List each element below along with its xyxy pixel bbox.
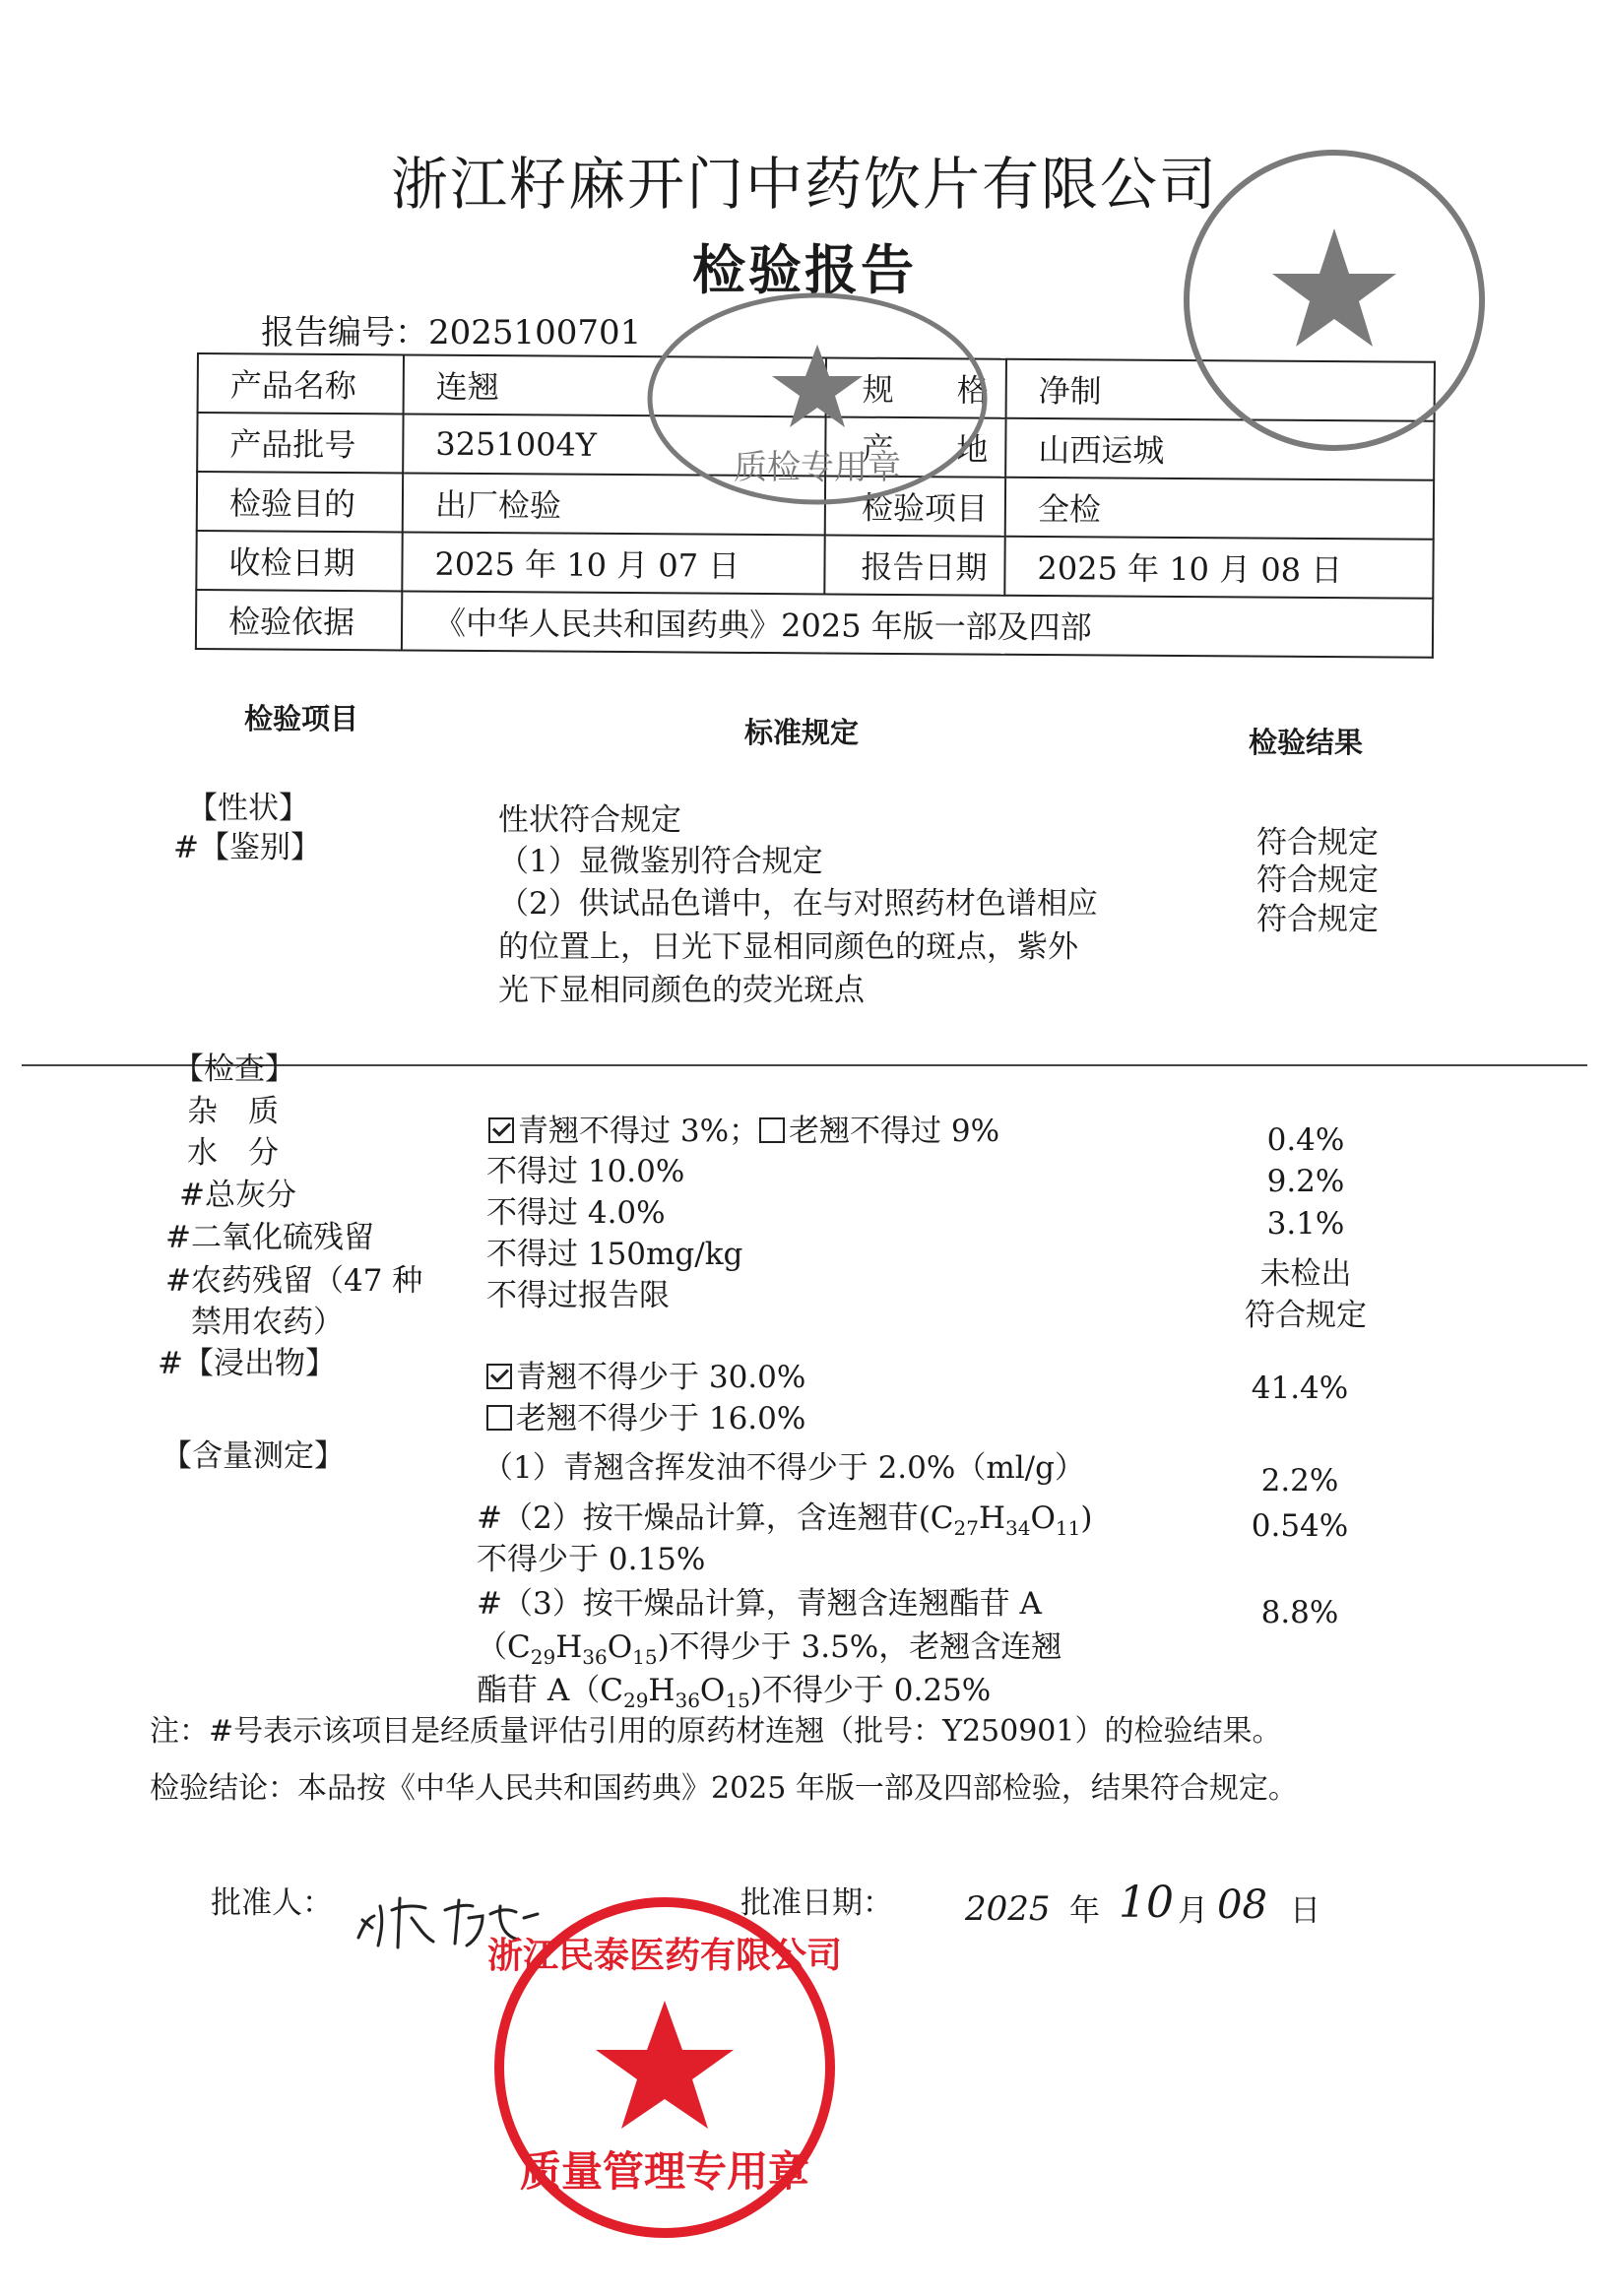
- header-standard: 标准规定: [744, 716, 860, 749]
- section-extract-title: #【浸出物】: [158, 1346, 336, 1381]
- std-assay-3c-pre: 酯苷 A（C: [477, 1673, 623, 1708]
- result-pesticide: 符合规定: [1245, 1298, 1367, 1333]
- unchecked-box-icon: [759, 1117, 785, 1143]
- items-label: 检验项目: [825, 476, 1005, 536]
- approve-date-label: 批准日期：: [740, 1885, 893, 1921]
- seal-main-text: 浙江民泰医药有限公司: [487, 1936, 842, 1976]
- std-extract-old-text: 老翘不得少于 16.0%: [516, 1401, 806, 1436]
- item-impurity: 杂 质: [187, 1094, 279, 1129]
- std-so2: 不得过 150mg/kg: [486, 1237, 743, 1272]
- basis-value: 《中华人民共和国药典》2025 年版一部及四部: [402, 591, 1433, 657]
- std-extract-green-text: 青翘不得少于 30.0%: [516, 1360, 806, 1395]
- std-impurity: [488, 1111, 999, 1152]
- approver-label: 批准人：: [211, 1885, 333, 1921]
- report-date-value: 2025 年 10 月 08 日: [1004, 537, 1433, 599]
- purpose-value: 出厂检验: [403, 473, 825, 535]
- std-impurity-green: 青翘不得过 3%；: [518, 1114, 760, 1149]
- result-moisture: 9.2%: [1266, 1164, 1345, 1199]
- spec-value: 净制: [1006, 359, 1435, 421]
- checked-box-icon: [488, 1117, 514, 1143]
- approve-day: 08: [1217, 1882, 1267, 1928]
- result-assay-3: 8.8%: [1260, 1595, 1339, 1630]
- report-number-label: 报告编号：: [261, 313, 428, 352]
- company-seal: [1172, 138, 1497, 467]
- std-assay-1: （1）青翘含挥发油不得少于 2.0%（ml/g）: [483, 1450, 1085, 1486]
- result-assay-1: 2.2%: [1260, 1463, 1339, 1499]
- result-ident-2: 符合规定: [1256, 902, 1379, 937]
- result-appearance: 符合规定: [1256, 825, 1379, 861]
- formula-sub: 15: [725, 1689, 750, 1713]
- item-so2: #二氧化硫残留: [165, 1220, 374, 1255]
- result-assay-2: 0.54%: [1251, 1508, 1349, 1544]
- spec-label: 规 格: [826, 357, 1006, 417]
- result-extract: 41.4%: [1251, 1371, 1349, 1406]
- item-pesticide-b: 禁用农药）: [191, 1305, 344, 1340]
- report-number: [261, 305, 641, 353]
- formula-sub: 29: [530, 1645, 556, 1670]
- origin-value: 山西运城: [1005, 418, 1434, 480]
- day-unit: 日: [1290, 1893, 1320, 1929]
- formula-sub: 34: [1005, 1516, 1031, 1541]
- item-moisture: 水 分: [187, 1135, 279, 1171]
- std-ash: 不得过 4.0%: [486, 1195, 666, 1231]
- std-extract-old: [486, 1398, 805, 1439]
- inspection-stamp: [640, 286, 995, 516]
- std-assay-2-tail: 不得少于 0.15%: [477, 1542, 706, 1577]
- purpose-label: 检验目的: [197, 472, 403, 532]
- std-assay-3b-post: )不得少于 3.5%，老翘含连翘: [657, 1629, 1062, 1665]
- note: 注：#号表示该项目是经质量评估引用的原药材连翘（批号：Y250901）的检验结果。: [150, 1714, 1282, 1749]
- std-assay-3b: $(C_{29}H_{36}O_{15})$不得少于 3.5%，老翘含连翘: [477, 1629, 1062, 1670]
- result-so2: 未检出: [1259, 1256, 1352, 1292]
- std-impurity-old: 老翘不得过 9%: [789, 1114, 1000, 1149]
- item-pesticide-a: #农药残留（47 种: [165, 1263, 423, 1299]
- std-assay-3a: #（3）按干燥品计算，青翘含连翘酯苷 A: [477, 1586, 1042, 1622]
- conclusion: 检验结论：本品按《中华人民共和国药典》2025 年版一部及四部检验，结果符合规定。: [150, 1771, 1298, 1806]
- basis-label: 检验依据: [196, 590, 402, 650]
- std-ident-2b: 的位置上，日光下显相同颜色的斑点，紫外: [498, 929, 1078, 965]
- checked-box-icon: [486, 1364, 512, 1389]
- formula-sub: 15: [632, 1645, 658, 1670]
- batch-value: 3251004Y: [403, 414, 825, 476]
- header-item: 检验项目: [244, 702, 359, 735]
- header-result: 检验结果: [1249, 726, 1364, 759]
- result-ident-1: 符合规定: [1256, 862, 1379, 898]
- section-check-title: 【检查】: [173, 1052, 295, 1087]
- month-unit: 月: [1178, 1893, 1208, 1929]
- result-impurity: 0.4%: [1266, 1122, 1345, 1158]
- std-appearance: 性状符合规定: [498, 802, 681, 838]
- year-unit: 年: [1069, 1893, 1100, 1929]
- formula-sub: 29: [622, 1689, 649, 1713]
- std-ident-1: （1）显微鉴别符合规定: [498, 844, 823, 879]
- batch-label: 产品批号: [197, 413, 403, 473]
- std-ident-2a: （2）供试品色谱中，在与对照药材色谱相应: [498, 886, 1098, 922]
- std-assay-3c-post: )不得少于 0.25%: [749, 1673, 992, 1708]
- company-name: 浙江籽麻开门中药饮片有限公司: [390, 151, 1218, 218]
- std-assay-2: #（2）按干燥品计算，含连翘苷$(C_{27}H_{34}O_{11})$: [477, 1500, 1093, 1541]
- std-moisture: 不得过 10.0%: [486, 1154, 685, 1189]
- report-number-value: 2025100701: [428, 313, 642, 352]
- std-extract-green: [486, 1357, 805, 1398]
- std-ident-2c: 光下显相同颜色的荧光斑点: [498, 973, 865, 1008]
- item-identification: #【鉴别】: [173, 830, 321, 865]
- item-appearance: 【性状】: [187, 791, 309, 826]
- item-ash: #总灰分: [179, 1178, 296, 1213]
- report-date-label: 报告日期: [824, 535, 1004, 595]
- approve-year: 2025: [965, 1889, 1051, 1929]
- formula-sub: 11: [1055, 1516, 1081, 1541]
- seal-sub-text: 质量管理专用章: [519, 2147, 810, 2196]
- std-pesticide: 不得过报告限: [486, 1278, 670, 1313]
- receive-date-label: 收检日期: [196, 531, 402, 591]
- report-title: 检验报告: [692, 239, 917, 301]
- unchecked-box-icon: [486, 1405, 512, 1431]
- quality-management-seal: [487, 1890, 842, 2249]
- std-assay-2-pre: #（2）按干燥品计算，含连翘苷(C: [477, 1500, 954, 1536]
- formula-sub: 36: [582, 1645, 608, 1670]
- inspection-stamp-sub: 质检专用章: [734, 448, 901, 487]
- approve-month: 10: [1119, 1878, 1174, 1928]
- items-value: 全检: [1005, 478, 1434, 540]
- formula-sub: 36: [675, 1689, 700, 1713]
- formula-sub: 27: [953, 1516, 979, 1541]
- std-assay-3b-pre: （C: [477, 1629, 531, 1665]
- std-assay-3c: 酯苷 $A(C_{29}H_{36}O_{15})$不得少于 0.25%: [477, 1673, 992, 1713]
- origin-label: 产 地: [825, 416, 1005, 477]
- receive-date-value: 2025 年 10 月 07 日: [402, 532, 824, 594]
- result-ash: 3.1%: [1266, 1206, 1345, 1242]
- section-assay-title: 【含量测定】: [161, 1438, 345, 1474]
- product-name-value: 连翘: [404, 354, 826, 416]
- product-name-label: 产品名称: [198, 353, 404, 414]
